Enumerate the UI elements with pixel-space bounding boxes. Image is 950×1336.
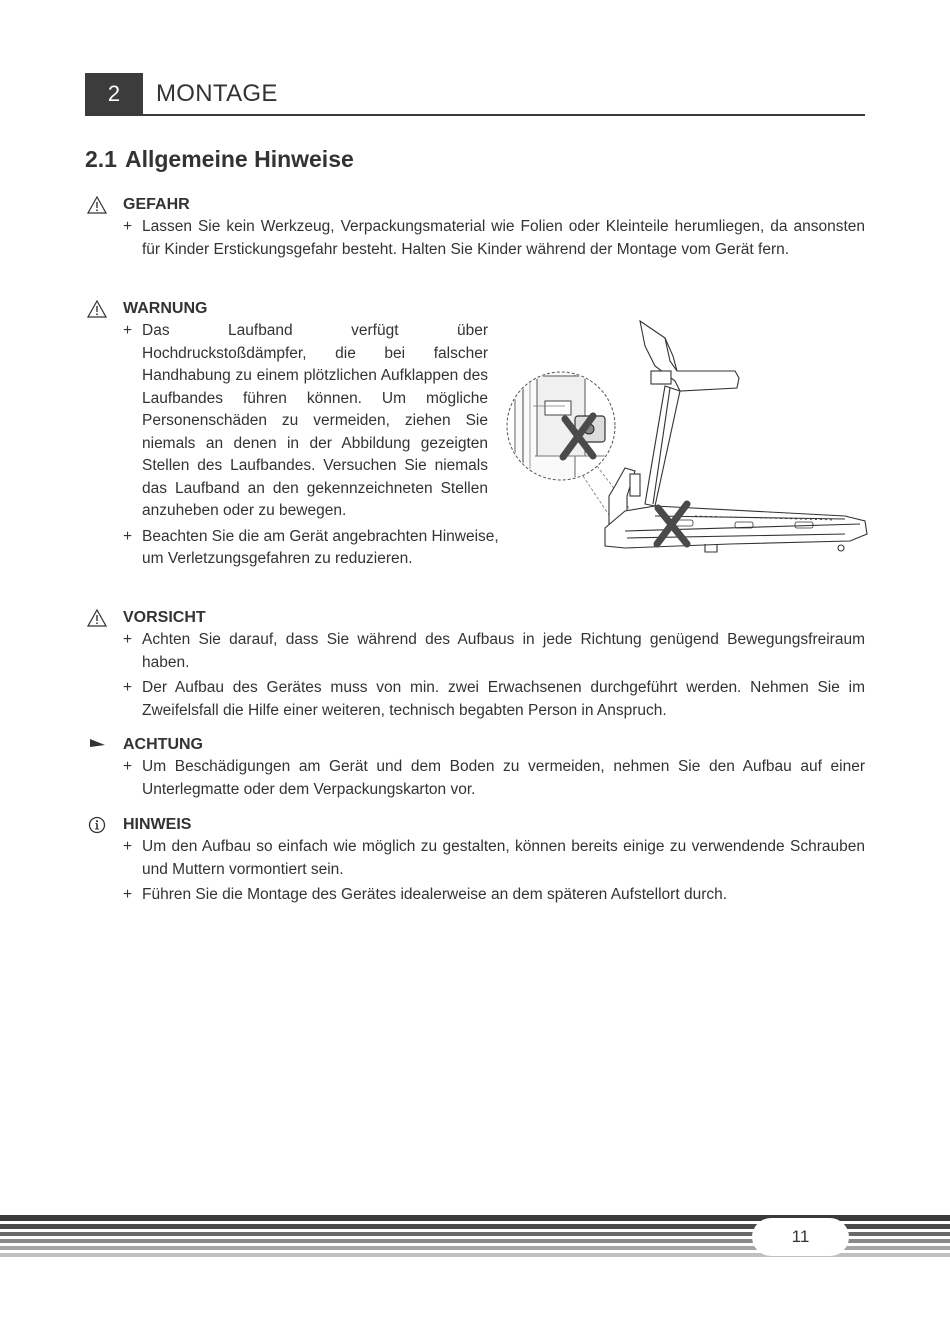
list-item: + Beachten Sie die am Gerät angebrachten Hinweise, um Verletzungsgefahren zu reduzieren. [123, 527, 499, 567]
vorsicht-label: VORSICHT [123, 609, 206, 626]
achtung-label: ACHTUNG [123, 736, 203, 753]
treadmill-drawing [605, 321, 867, 552]
section-title-text: Allgemeine Hinweise [124, 146, 354, 172]
treadmill-illustration [505, 316, 870, 556]
section-number: 2.1 [85, 146, 117, 172]
list-item: + Der Aufbau des Gerätes muss von min. zwei Erwachsenen durchgeführt werden. Nehmen Sie im Zweifelsfall die Hilfe einer weiteren, technisch begabten Person in Anspruch. [123, 679, 865, 719]
achtung-block [85, 733, 865, 801]
warning-triangle-icon [87, 196, 107, 214]
hinweis-block [85, 813, 865, 907]
gefahr-block [85, 193, 865, 261]
chapter-title: MONTAGE [156, 80, 278, 107]
page-number: 11 [752, 1218, 849, 1256]
list-item: + Um den Aufbau so einfach wie möglich zu gestalten, können bereits einige zu verwendende Schrauben und Muttern vormontiert sein. [123, 838, 865, 878]
arrow-pointer-icon [87, 736, 107, 754]
list-item: + Achten Sie darauf, dass Sie während des Aufbaus in jede Richtung genügend Bewegungsfreiraum haben. [123, 631, 865, 671]
info-circle-icon [87, 816, 107, 834]
chapter-number: 2 [85, 73, 143, 114]
warning-triangle-icon [87, 609, 107, 627]
list-item: + Lassen Sie kein Werkzeug, Verpackungsmaterial wie Folien oder Kleinteile herumliegen, da ansonsten für Kinder Erstickungsgefahr besteht. Halten Sie Kinder während der Montage vom Gerät fern. [123, 218, 865, 258]
hinweis-label: HINWEIS [123, 816, 192, 833]
list-item: + Um Beschädigungen am Gerät und dem Boden zu vermeiden, nehmen Sie den Aufbau auf einer Unterlegmatte oder dem Verpackungskarton vor. [123, 758, 865, 798]
section-title [85, 146, 354, 173]
list-item: + Führen Sie die Montage des Gerätes idealerweise an dem späteren Aufstellort durch. [123, 886, 728, 903]
warnung-label: WARNUNG [123, 300, 208, 317]
list-item: + Das Laufband verfügt über Hochdruckstoßdämpfer, die bei falscher Handhabung zu einem plötzlichen Aufklappen des Laufbandes führen können. Um mögliche Personenschäden zu vermeiden, ziehen Sie niemals an denen in der Abbildung gezeigten Stellen des Laufbandes. Versuchen Sie niemals das Laufband an den gekennzeichneten Stellen anzuheben oder zu bewegen. [123, 322, 488, 519]
warning-triangle-icon [87, 300, 107, 318]
gefahr-label: GEFAHR [123, 196, 190, 213]
chapter-header [85, 73, 865, 116]
vorsicht-block [85, 606, 865, 722]
